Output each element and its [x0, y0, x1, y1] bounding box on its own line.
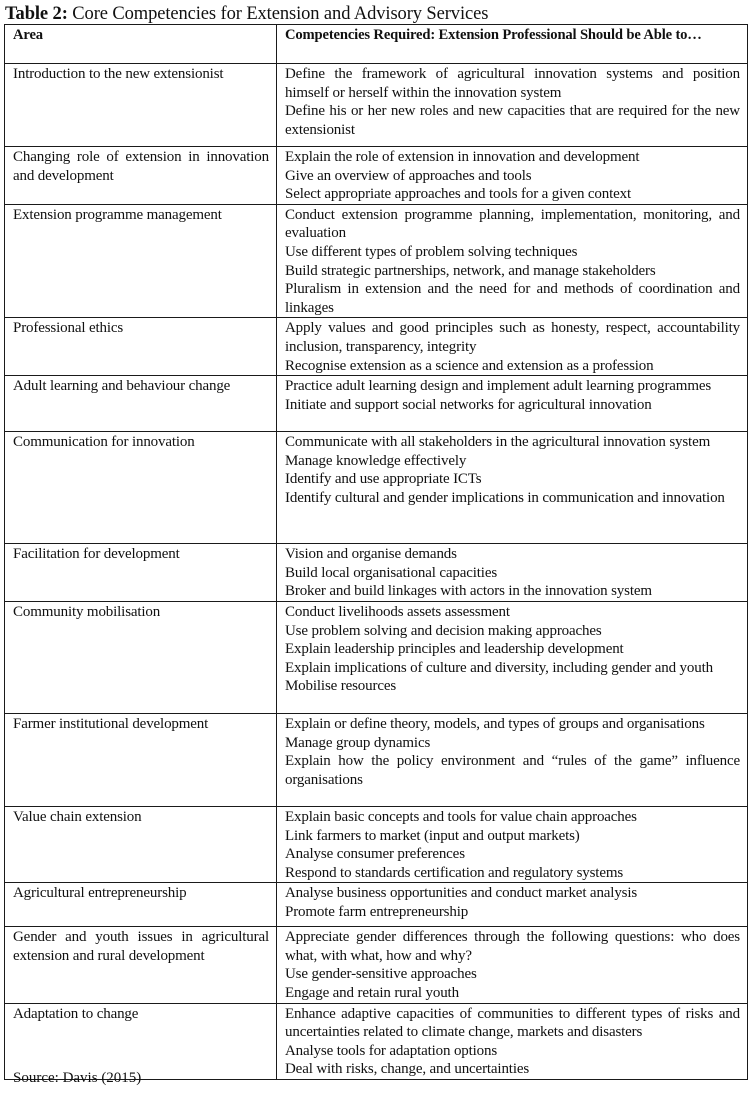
competency-item: Explain the role of extension in innovation and development	[285, 149, 640, 165]
competency-item: Identify cultural and gender implications in communication and innovation	[285, 489, 725, 506]
competencies-cell	[277, 1003, 748, 1079]
table-row	[5, 432, 748, 544]
competency-item: Communicate with all stakeholders in the agricultural innovation system	[285, 434, 711, 451]
competency-item: Apply values and good principles such as honesty, respect, accountability inclusion, transparency, integrity	[285, 320, 740, 355]
competencies-cell	[277, 806, 748, 882]
header-competencies: Competencies Required: Extension Professional Should be Able to…	[277, 25, 748, 64]
area-cell: Adult learning and behaviour change	[5, 376, 277, 432]
area-cell: Gender and youth issues in agricultural extension and rural development	[5, 927, 277, 1003]
competency-item: Appreciate gender differences through the following questions: who does what, with what, how and why?	[285, 929, 740, 964]
table-row	[5, 806, 748, 882]
competencies-cell	[277, 318, 748, 376]
competency-item: Explain basic concepts and tools for value chain approaches	[285, 808, 637, 825]
competency-item: Identify and use appropriate ICTs	[285, 471, 482, 488]
competencies-cell	[277, 544, 748, 602]
competency-item: Manage group dynamics	[285, 734, 431, 751]
table-row	[5, 376, 748, 432]
table-body	[5, 64, 748, 1080]
competencies-table	[4, 24, 748, 1080]
competency-item: Use gender-sensitive approaches	[285, 966, 477, 983]
competency-item: Link farmers to market (input and output markets)	[285, 827, 580, 844]
competency-item: Use different types of problem solving techniques	[285, 243, 578, 260]
competency-item: Promote farm entrepreneurship	[285, 903, 469, 920]
area-cell: Agricultural entrepreneurship	[5, 883, 277, 927]
area-cell: Communication for innovation	[5, 432, 277, 544]
competency-item: Explain or define theory, models, and types of groups and organisations	[285, 715, 705, 732]
competency-item: Use problem solving and decision making approaches	[285, 622, 602, 639]
competency-item: Define the framework of agricultural innovation systems and position himself or herself within the innovation system	[285, 66, 740, 101]
area-cell: Community mobilisation	[5, 601, 277, 713]
table-row	[5, 927, 748, 1003]
competencies-cell	[277, 376, 748, 432]
area-cell: Value chain extension	[5, 806, 277, 882]
competency-item: Deal with risks, change, and uncertainties	[285, 1061, 530, 1078]
competency-item: Initiate and support social networks for agricultural innovation	[285, 396, 652, 413]
table-caption-label: Table 2:	[5, 4, 68, 24]
competency-item: Analyse tools for adaptation options	[285, 1042, 498, 1059]
table-row	[5, 883, 748, 927]
competency-item: Conduct extension programme planning, implementation, monitoring, and evaluation	[285, 206, 740, 242]
competencies-cell	[277, 64, 748, 147]
competency-item: Recognise extension as a science and extension as a profession	[285, 357, 654, 374]
competencies-cell	[277, 883, 748, 927]
table-row	[5, 544, 748, 602]
competency-item: Manage knowledge effectively	[285, 452, 467, 469]
competencies-cell	[277, 432, 748, 544]
table-row	[5, 204, 748, 318]
competency-item: Define his or her new roles and new capacities that are required for the new extensionist	[285, 103, 740, 138]
area-cell: Professional ethics	[5, 318, 277, 376]
area-cell: Farmer institutional development	[5, 713, 277, 806]
competency-item: Pluralism in extension and the need for and methods of coordination and linkages	[285, 281, 740, 316]
competency-item: Analyse business opportunities and conduct market analysis	[285, 885, 638, 902]
competency-item: Respond to standards certification and regulatory systems	[285, 864, 624, 881]
competencies-cell	[277, 147, 748, 205]
area-cell: Changing role of extension in innovation and development	[5, 147, 277, 205]
area-cell: Extension programme management	[5, 204, 277, 318]
area-cell: Adaptation to change	[5, 1003, 277, 1079]
competency-item: Select appropriate approaches and tools for a given context	[285, 186, 632, 203]
competency-item: Give an overview of approaches and tools	[285, 167, 532, 184]
competency-item: Explain implications of culture and diversity, including gender and youth	[285, 659, 713, 676]
competencies-cell	[277, 713, 748, 806]
competency-item: Build strategic partnerships, network, and manage stakeholders	[285, 262, 656, 279]
table-row	[5, 601, 748, 713]
competency-item: Explain how the policy environment and “rules of the game” influence organisations	[285, 753, 740, 788]
competency-item: Conduct livelihoods assets assessment	[285, 603, 510, 620]
table-row	[5, 713, 748, 806]
competencies-cell	[277, 601, 748, 713]
table-row	[5, 64, 748, 147]
table-caption-title: Core Competencies for Extension and Advisory Services	[67, 4, 489, 24]
table-header-row	[5, 25, 748, 64]
competency-item: Analyse consumer preferences	[285, 846, 465, 863]
competency-item: Mobilise resources	[285, 678, 397, 695]
area-cell: Facilitation for development	[5, 544, 277, 602]
table-caption	[5, 4, 488, 24]
competency-item: Engage and retain rural youth	[285, 985, 459, 1002]
header-area: Area	[5, 25, 277, 64]
competency-item: Practice adult learning design and implement adult learning programmes	[285, 378, 712, 395]
table-row	[5, 147, 748, 205]
competency-item: Broker and build linkages with actors in the innovation system	[285, 583, 652, 600]
competencies-cell	[277, 204, 748, 318]
competency-item: Enhance adaptive capacities of communities to different types of risks and uncertainties related to climate change, markets and disasters	[285, 1005, 740, 1041]
competencies-cell	[277, 927, 748, 1003]
competency-item: Explain leadership principles and leadership development	[285, 641, 624, 658]
table-row	[5, 318, 748, 376]
competency-item: Vision and organise demands	[285, 546, 457, 563]
source-note: Source: Davis (2015)	[13, 1070, 142, 1086]
competency-item: Build local organisational capacities	[285, 564, 498, 581]
area-cell: Introduction to the new extensionist	[5, 64, 277, 147]
